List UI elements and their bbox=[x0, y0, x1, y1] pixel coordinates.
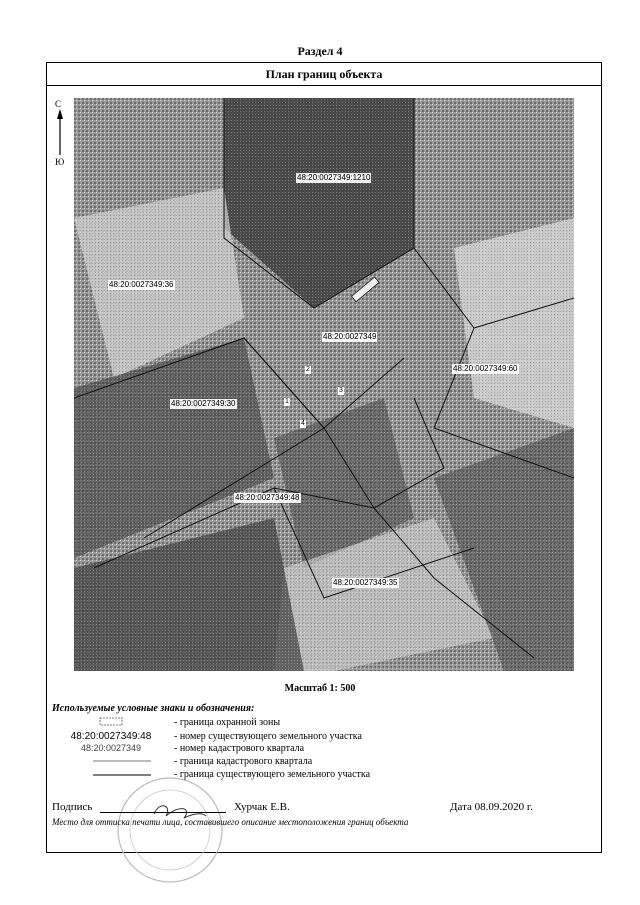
point-label: 2 bbox=[306, 366, 310, 373]
signer-name: Хурчак Е.В. bbox=[234, 801, 290, 813]
north-arrow bbox=[55, 99, 69, 169]
parcel-label: 48:20:0027349:30 bbox=[171, 399, 236, 408]
page-title: План границ объекта bbox=[47, 63, 601, 86]
quarter-number-symbol: 48:20:0027349 bbox=[80, 743, 142, 753]
parcel-label: 48:20:0027349:1210 bbox=[297, 173, 371, 182]
line-icon bbox=[71, 756, 151, 766]
hatched-box-icon bbox=[96, 717, 126, 727]
point-label: 4 bbox=[301, 420, 305, 427]
legend-item bbox=[52, 756, 472, 768]
parcel-label: 48:20:0027349:48 bbox=[235, 493, 300, 502]
stamp-note: Место для оттиска печати лица, составившего описание местоположения границ объекта bbox=[52, 817, 409, 827]
legend-text: - граница кадастрового квартала bbox=[174, 756, 313, 767]
legend-item bbox=[52, 731, 472, 743]
stamp-seal-icon bbox=[110, 770, 230, 890]
parcel-label: 48:20:0027349:60 bbox=[453, 364, 518, 373]
protection-zone-symbol bbox=[52, 717, 170, 730]
signature-line bbox=[100, 812, 226, 813]
quarter-label: 48:20:0027349 bbox=[323, 332, 377, 341]
parcel-number-symbol: 48:20:0027349:48 bbox=[70, 731, 152, 742]
point-label: 3 bbox=[339, 387, 343, 394]
map-image bbox=[74, 98, 574, 671]
legend-text: - граница охранной зоны bbox=[174, 717, 281, 728]
signature-date: Дата 08.09.2020 г. bbox=[450, 801, 533, 813]
satellite-map bbox=[74, 98, 574, 671]
legend-item bbox=[52, 743, 472, 755]
scale-label: Масштаб 1: 500 bbox=[284, 683, 356, 694]
legend-text: - номер кадастрового квартала bbox=[174, 743, 305, 754]
legend-text: - номер существующего земельного участка bbox=[174, 731, 362, 742]
parcel-label: 48:20:0027349:36 bbox=[109, 280, 174, 289]
parcel-label: 48:20:0027349:35 bbox=[333, 578, 398, 587]
legend-text: - граница существующего земельного участка bbox=[174, 769, 371, 780]
legend-item bbox=[52, 717, 472, 729]
quarter-boundary-symbol bbox=[52, 756, 170, 769]
section-title: Раздел 4 bbox=[297, 44, 343, 58]
signature-label: Подпись bbox=[52, 801, 93, 813]
north-label: С bbox=[55, 99, 62, 109]
point-label: 1 bbox=[285, 398, 289, 405]
south-label: Ю bbox=[55, 157, 65, 167]
legend-title: Используемые условные знаки и обозначения: bbox=[52, 703, 255, 714]
